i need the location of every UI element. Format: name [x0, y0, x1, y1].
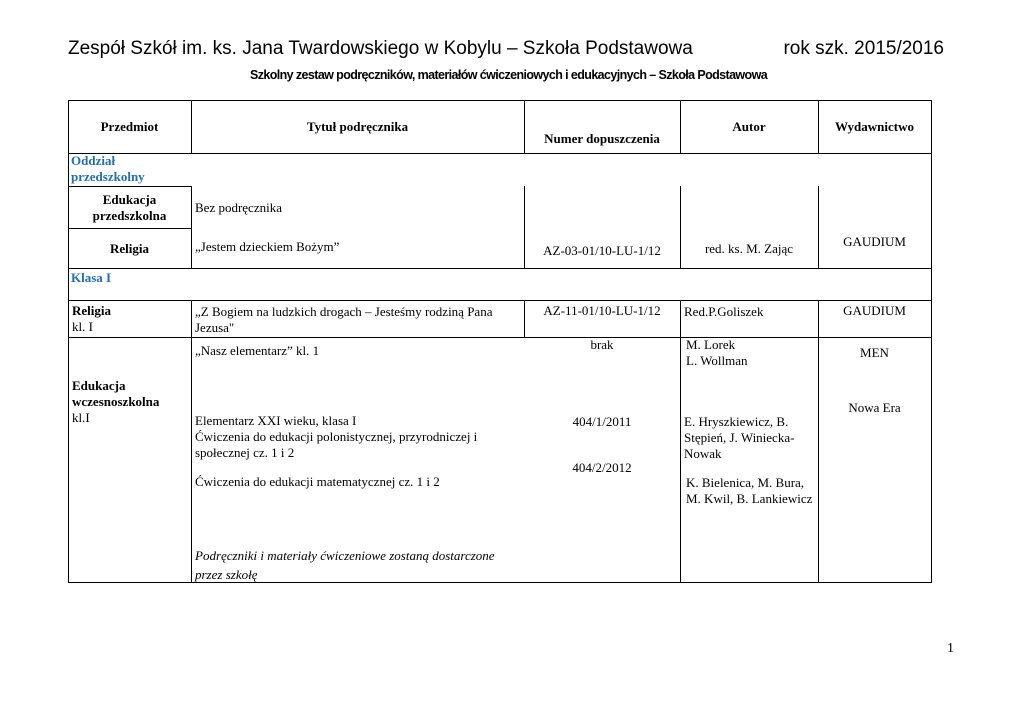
col-header-title: Tytuł podręcznika: [306, 119, 409, 134]
number-cell: brak: [590, 337, 614, 352]
subject-cell: [68, 192, 191, 224]
number-cell: AZ-11-01/10-LU-1/12: [543, 303, 661, 318]
title-line: „Z Bogiem na ludzkich drogach – Jesteśmy rodziną Pana: [195, 304, 493, 319]
title-cell: „Nasz elementarz” kl. 1: [195, 343, 320, 358]
subject-line: wczesnoszkolna: [72, 394, 160, 409]
document-subtitle: Szkolny zestaw podręczników, materiałów ćwiczeniowych i edukacyjnych – Szkoła Podstawowa: [250, 68, 768, 82]
table-border-right: [931, 100, 932, 583]
title-line: Jezusa": [195, 320, 235, 335]
author-cell: [686, 475, 812, 507]
section-label-class1: Klasa I: [71, 270, 112, 285]
table-border-left: [68, 100, 69, 583]
subject-line: Religia: [72, 303, 111, 318]
note-line: przez szkołę: [195, 567, 258, 582]
preschool-bottom-line: [68, 268, 932, 269]
page-number: 1: [947, 641, 954, 656]
title-cell: Bez podręcznika: [195, 200, 282, 215]
number-cell: 404/2/2012: [572, 460, 632, 475]
author-cell: red. ks. M. Zając: [704, 241, 794, 256]
author-line: M. Lorek: [686, 337, 736, 352]
col-divider: [680, 300, 681, 582]
author-line: L. Wollman: [686, 353, 748, 368]
col-divider: [818, 186, 819, 268]
preschool-label-line: [68, 186, 191, 187]
preschool-row-divider: [68, 228, 191, 229]
title-line: Elementarz XXI wieku, klasa I: [195, 413, 357, 428]
section-label-line: Oddział: [71, 153, 116, 168]
subject-line: kl. I: [72, 319, 93, 334]
number-cell: 404/1/2011: [572, 414, 632, 429]
col-header-number: Numer dopuszczenia: [544, 131, 660, 146]
col-header-publisher: Wydawnictwo: [835, 119, 914, 134]
subject-cell: [72, 378, 159, 426]
title-cell: [195, 413, 477, 461]
religion-bottom-line: [68, 337, 932, 338]
publisher-cell: Nowa Era: [848, 400, 901, 415]
title-cell: „Jestem dzieckiem Bożym”: [195, 239, 340, 254]
col-header-author: Autor: [732, 119, 766, 134]
author-cell: Red.P.Goliszek: [684, 304, 764, 319]
subject-line: Edukacja: [102, 192, 157, 207]
author-cell: [686, 337, 748, 369]
delivery-note: [195, 546, 495, 584]
col-divider: [191, 186, 192, 268]
table-border-top: [68, 100, 932, 101]
class1-label-line: [68, 300, 932, 301]
section-label-preschool: [71, 153, 145, 185]
subject-line: kl.I: [72, 410, 90, 425]
section-label-line: przedszkolny: [71, 169, 145, 184]
subject-line: Edukacja: [72, 378, 126, 393]
subject-cell: [72, 303, 111, 335]
subject-cell: Religia: [110, 241, 149, 256]
header-bottom-line: [68, 153, 932, 154]
col-divider: [191, 300, 192, 582]
subject-line: przedszkolna: [92, 208, 167, 223]
title-cell: [195, 304, 492, 336]
title-line: Ćwiczenia do edukacji polonistycznej, przyrodniczej i: [195, 429, 478, 444]
author-cell: [684, 414, 794, 462]
author-line: Nowak: [684, 446, 722, 461]
author-line: E. Hryszkiewicz, B.: [684, 414, 789, 429]
document-title: Zespół Szkół im. ks. Jana Twardowskiego w Kobylu – Szkoła Podstawowa: [68, 38, 693, 59]
publisher-cell: GAUDIUM: [843, 234, 906, 249]
author-line: M. Kwil, B. Lankiewicz: [686, 491, 813, 506]
number-cell: AZ-03-01/10-LU-1/12: [543, 243, 661, 258]
publisher-cell: MEN: [860, 345, 889, 360]
col-header-subject: Przedmiot: [100, 119, 159, 134]
title-cell: Ćwiczenia do edukacji matematycznej cz. 1 i 2: [195, 474, 440, 489]
col-divider: [818, 300, 819, 582]
author-line: Stępień, J. Winiecka-: [684, 430, 795, 445]
author-line: K. Bielenica, M. Bura,: [686, 475, 805, 490]
title-line: społecznej cz. 1 i 2: [195, 445, 295, 460]
note-line: Podręczniki i materiały ćwiczeniowe zostaną dostarczone: [195, 548, 495, 563]
school-year: rok szk. 2015/2016: [783, 38, 944, 59]
publisher-cell: GAUDIUM: [843, 303, 906, 318]
